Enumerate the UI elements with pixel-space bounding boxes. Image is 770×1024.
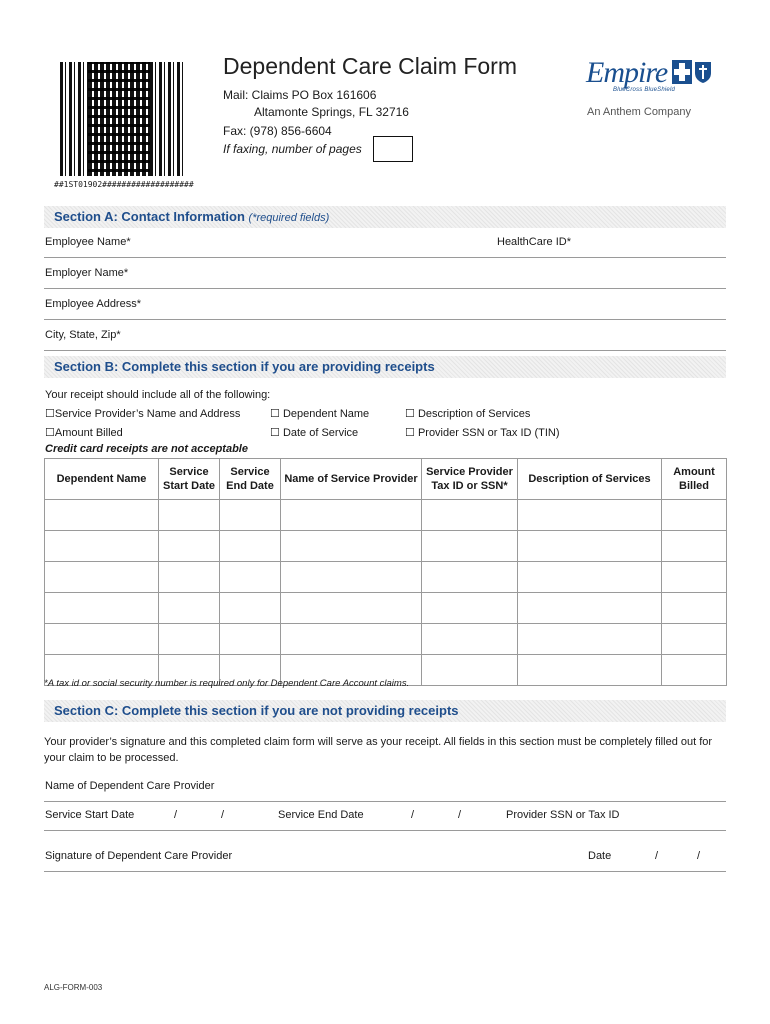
col-dependent-name: Dependent Name — [45, 459, 159, 500]
blueshield-icon — [694, 60, 712, 84]
table-cell[interactable] — [662, 531, 727, 562]
table-cell[interactable] — [662, 593, 727, 624]
col-service-start: Service Start Date — [159, 459, 220, 500]
barcode — [60, 62, 186, 176]
table-cell[interactable] — [518, 500, 662, 531]
checkbox-icon: ☐ — [270, 427, 280, 439]
col-provider-tax-id: Service Provider Tax ID or SSN* — [422, 459, 518, 500]
table-cell[interactable] — [45, 593, 159, 624]
anthem-company: An Anthem Company — [587, 106, 691, 118]
section-b-header — [44, 356, 726, 378]
form-title: Dependent Care Claim Form — [223, 53, 518, 79]
provider-tax-label: Provider SSN or Tax ID — [506, 809, 620, 821]
date-slash: / — [174, 809, 178, 821]
table-cell[interactable] — [518, 562, 662, 593]
section-b-title: Section B: Complete this section if you are providing receipts — [54, 359, 435, 374]
date-slash: / — [458, 809, 462, 821]
section-c-instructions: Your provider’s signature and this completed claim form will serve as your receipt. All fields in this section must be completely filled out for your claim to be processed. — [44, 736, 713, 764]
section-c-title: Section C: Complete this section if you are not providing receipts — [54, 703, 459, 718]
table-cell[interactable] — [220, 624, 281, 655]
fax-number: Fax: (978) 856-6604 — [223, 124, 332, 138]
signature-row[interactable] — [44, 842, 726, 872]
table-cell[interactable] — [159, 593, 220, 624]
checkbox-icon: ☐ — [270, 408, 280, 420]
employer-name-label: Employer Name* — [45, 267, 129, 279]
checkbox-icon: ☐ — [405, 408, 415, 420]
table-cell[interactable] — [220, 593, 281, 624]
section-a-title: Section A: Contact Information — [54, 209, 245, 224]
table-cell[interactable] — [518, 624, 662, 655]
checklist-item: ☐Amount Billed — [45, 427, 123, 439]
table-cell[interactable] — [662, 562, 727, 593]
tax-id-footnote: *A tax id or social security number is required only for Dependent Care Account claims. — [44, 678, 410, 689]
logo-subtitle: BlueCross BlueShield — [613, 87, 676, 93]
col-amount-billed: Amount Billed — [662, 459, 727, 500]
date-slash: / — [655, 850, 659, 862]
table-cell[interactable] — [45, 562, 159, 593]
checklist-item: ☐ Dependent Name — [270, 408, 370, 420]
table-cell[interactable] — [281, 562, 422, 593]
checklist-item: ☐ Provider SSN or Tax ID (TIN) — [405, 427, 560, 439]
pages-label: If faxing, number of pages — [223, 142, 362, 156]
table-cell[interactable] — [281, 624, 422, 655]
table-cell[interactable] — [422, 562, 518, 593]
table-cell[interactable] — [662, 500, 727, 531]
table-cell[interactable] — [662, 624, 727, 655]
checkbox-icon: ☐ — [45, 408, 55, 420]
checkbox-icon: ☐ — [405, 427, 415, 439]
table-cell[interactable] — [159, 624, 220, 655]
col-service-end: Service End Date — [220, 459, 281, 500]
employer-name-field[interactable] — [44, 259, 726, 289]
table-cell[interactable] — [220, 562, 281, 593]
checkbox-icon: ☐ — [45, 427, 55, 439]
table-cell[interactable] — [518, 655, 662, 686]
table-row — [45, 531, 727, 562]
employee-address-field[interactable] — [44, 290, 726, 320]
pages-input[interactable] — [373, 136, 413, 162]
end-date-label: Service End Date — [278, 809, 364, 821]
table-cell[interactable] — [518, 531, 662, 562]
table-cell[interactable] — [422, 655, 518, 686]
barcode-text: ##1ST01902################### — [54, 180, 194, 189]
table-cell[interactable] — [220, 500, 281, 531]
bluecross-icon — [672, 60, 692, 84]
form-code: ALG-FORM-003 — [44, 983, 103, 992]
signature-date-label: Date — [588, 850, 612, 862]
table-cell[interactable] — [422, 593, 518, 624]
table-cell[interactable] — [518, 593, 662, 624]
mail-address: Mail: Claims PO Box 161606 — [223, 88, 377, 102]
required-note: (*required fields) — [248, 212, 330, 224]
table-cell[interactable] — [45, 624, 159, 655]
receipts-table — [44, 458, 727, 686]
table-cell[interactable] — [159, 500, 220, 531]
table-cell[interactable] — [422, 624, 518, 655]
checklist-item: ☐ Description of Services — [405, 408, 531, 420]
city-state-zip-label: City, State, Zip* — [45, 329, 121, 341]
section-c-header — [44, 700, 726, 722]
table-cell[interactable] — [45, 531, 159, 562]
logo-name: Empire — [586, 56, 668, 89]
signature-label: Signature of Dependent Care Provider — [45, 850, 233, 862]
date-slash: / — [221, 809, 225, 821]
checklist-item: ☐ Date of Service — [270, 427, 359, 439]
section-a-header — [44, 206, 726, 228]
city-state-zip-field[interactable] — [44, 321, 726, 351]
healthcare-id-label: HealthCare ID* — [497, 236, 571, 248]
table-cell[interactable] — [159, 531, 220, 562]
table-cell[interactable] — [662, 655, 727, 686]
table-cell[interactable] — [159, 562, 220, 593]
employee-address-label: Employee Address* — [45, 298, 141, 310]
table-cell[interactable] — [422, 500, 518, 531]
checklist-item: ☐Service Provider’s Name and Address — [45, 408, 241, 420]
provider-name-label: Name of Dependent Care Provider — [45, 780, 215, 792]
col-provider-name: Name of Service Provider — [281, 459, 422, 500]
table-cell[interactable] — [281, 500, 422, 531]
table-row — [45, 624, 727, 655]
table-row — [45, 500, 727, 531]
employee-name-field[interactable] — [44, 228, 726, 258]
receipt-intro: Your receipt should include all of the following: — [45, 389, 271, 401]
credit-card-warning: Credit card receipts are not acceptable — [45, 443, 248, 455]
mail-city: Altamonte Springs, FL 32716 — [254, 105, 409, 119]
service-dates-row[interactable] — [44, 801, 726, 831]
table-cell[interactable] — [45, 500, 159, 531]
table-cell[interactable] — [220, 531, 281, 562]
table-cell[interactable] — [422, 531, 518, 562]
date-slash: / — [411, 809, 415, 821]
table-row — [45, 593, 727, 624]
date-slash: / — [697, 850, 701, 862]
table-row — [45, 562, 727, 593]
employee-name-label: Employee Name* — [45, 236, 131, 248]
table-cell[interactable] — [281, 593, 422, 624]
table-cell[interactable] — [281, 531, 422, 562]
start-date-label: Service Start Date — [45, 809, 135, 821]
provider-name-field[interactable] — [44, 772, 726, 802]
col-description: Description of Services — [518, 459, 662, 500]
